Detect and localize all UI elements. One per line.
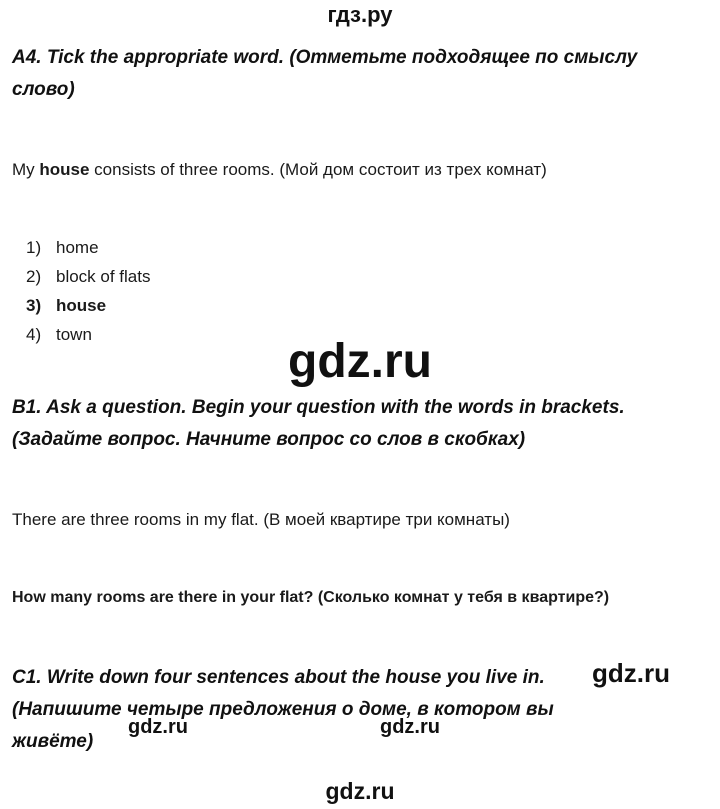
a4-option-3-correct <box>12 292 106 320</box>
watermark-bottom: gdz.ru <box>325 778 395 804</box>
watermark-c1-mid: gdz.ru <box>380 716 440 738</box>
a4-heading-line1: A4. Tick the appropriate word. (Отметьте подходящее по смыслу <box>12 47 638 68</box>
c1-heading-line1: C1. Write down four sentences about the house you live in. <box>12 667 545 688</box>
a4-option-1 <box>12 234 99 262</box>
watermark-c1-left: gdz.ru <box>128 716 188 738</box>
option-number: 4) <box>26 325 42 344</box>
a4-sentence-start: My <box>12 160 40 179</box>
c1-heading-line3: живёте) <box>12 731 94 752</box>
watermark-c1-right: gdz.ru <box>592 658 670 688</box>
a4-sentence-end: consists of three rooms. (Мой дом состоит из трех комнат) <box>89 160 547 179</box>
watermark-center: gdz.ru <box>288 335 432 388</box>
option-number: 3) <box>26 296 42 315</box>
site-header: гдз.ру <box>327 2 393 27</box>
a4-sentence <box>12 158 547 182</box>
option-text: town <box>56 325 92 344</box>
option-text: home <box>56 238 99 257</box>
option-text: house <box>56 296 107 315</box>
c1-heading-line2: (Напишите четыре предложения о доме, в котором вы <box>12 699 554 720</box>
b1-sentence: There are three rooms in my flat. (В моей квартире три комнаты) <box>12 510 510 529</box>
b1-answer: How many rooms are there in your flat? (Сколько комнат у тебя в квартире?) <box>12 589 610 606</box>
a4-sentence-keyword: house <box>39 160 90 179</box>
a4-option-2 <box>12 263 151 291</box>
b1-heading-line2: (Задайте вопрос. Начните вопрос со слов в скобках) <box>12 429 526 450</box>
option-number: 2) <box>26 267 42 286</box>
b1-heading-line1: B1. Ask a question. Begin your question with the words in brackets. <box>12 397 625 418</box>
option-text: block of flats <box>56 267 151 286</box>
option-number: 1) <box>26 238 42 257</box>
a4-heading-line2: слово) <box>12 79 75 100</box>
